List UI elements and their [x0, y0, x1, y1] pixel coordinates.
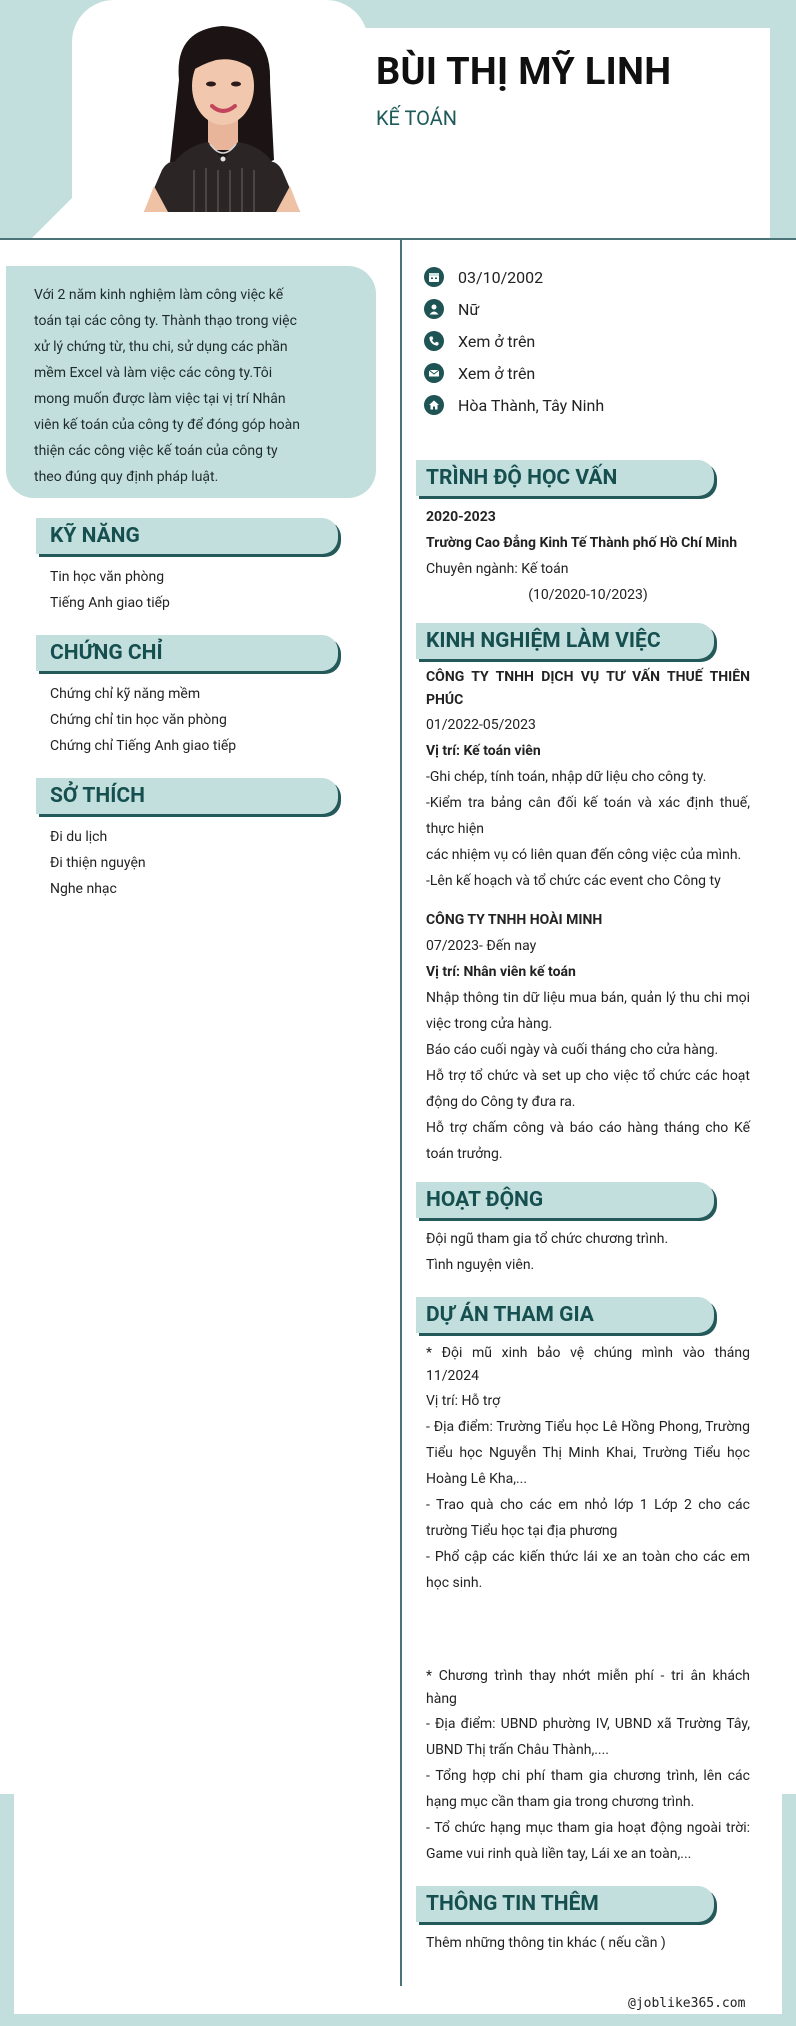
project-line: - Tổ chức hạng mục tham gia hoạt động ngoài trời: Game vui rinh quà liền tay, Lái xe an toàn,... [426, 1820, 750, 1862]
list-item: Chứng chỉ Tiếng Anh giao tiếp [50, 738, 237, 754]
header-divider [0, 238, 796, 240]
job-line: Báo cáo cuối ngày và cuối tháng cho cửa hàng. [426, 1042, 719, 1058]
section-certificates-header [36, 635, 338, 671]
footer-right-border [782, 1794, 796, 2026]
section-title: CHỨNG CHỈ [50, 641, 163, 665]
watermark: @joblike365.com [628, 1996, 746, 2011]
education-period: (10/2020-10/2023) [528, 587, 648, 603]
list-item: Đi thiện nguyện [50, 855, 146, 871]
project-line: - Địa điểm: Trường Tiểu học Lê Hồng Phong, Trường Tiểu học Nguyễn Thị Minh Khai, Trường Tiểu học Hoàng Lê Kha,... [426, 1419, 750, 1487]
summary-text: Với 2 năm kinh nghiệm làm công việc kế toán tại các công ty. Thành thạo trong việc xử lý chứng từ, thu chi, sử dụng các phần mềm Excel và làm việc các công ty.Tôi mong muốn được làm việc tại vị trí Nhân viên kế toán của công ty để đóng góp hoàn thiện các công việc kế toán của công ty theo đúng quy định pháp luật. [34, 287, 301, 485]
email-value: Xem ở trên [458, 363, 536, 383]
education-major: Chuyên ngành: Kế toán [426, 561, 569, 577]
project-2 [426, 1665, 750, 1867]
gender-value: Nữ [458, 299, 480, 319]
project-line: - Phổ cập các kiến thức lái xe an toàn cho các em học sinh. [426, 1549, 750, 1591]
job-line: -Kiểm tra bảng cân đối kế toán và xác định thuế, thực hiện [426, 795, 750, 837]
job-line: -Lên kế hoạch và tổ chức các event cho Công ty [426, 873, 721, 889]
extra-text: Thêm những thông tin khác ( nếu cần ) [426, 1935, 666, 1951]
section-title: TRÌNH ĐỘ HỌC VẤN [426, 466, 618, 490]
education-block [426, 504, 750, 608]
section-hobbies-header [36, 778, 338, 814]
project-line: * Chương trình thay nhớt miễn phí - tri ân khách hàng [426, 1668, 750, 1707]
section-title: THÔNG TIN THÊM [426, 1892, 599, 1916]
project-line: * Đội mũ xinh bảo vệ chúng mình vào tháng 11/2024 [426, 1345, 750, 1384]
company-name: CÔNG TY TNHH DỊCH VỤ TƯ VẤN THUẾ THIÊN PHÚC [426, 669, 750, 708]
education-years: 2020-2023 [426, 509, 496, 525]
contact-phone [424, 330, 535, 352]
list-item: Đi du lịch [50, 829, 108, 845]
header-notch [30, 196, 74, 240]
project-line: Vị trí: Hỗ trợ [426, 1393, 501, 1409]
section-title: SỞ THÍCH [50, 784, 145, 808]
job-line: Hỗ trợ chấm công và báo cáo hàng tháng cho Kế toán trưởng. [426, 1120, 750, 1162]
list-item: Tiếng Anh giao tiếp [50, 595, 170, 611]
job-position: Vị trí: Nhân viên kế toán [426, 964, 576, 980]
candidate-name: BÙI THỊ MỸ LINH [376, 50, 672, 94]
section-projects-header [416, 1297, 714, 1333]
extra-info [426, 1930, 750, 1956]
job-period: 01/2022-05/2023 [426, 717, 536, 733]
education-school: Trường Cao Đẳng Kinh Tế Thành phố Hồ Chí Minh [426, 535, 738, 551]
list-item: Chứng chỉ kỹ năng mềm [50, 686, 201, 702]
column-divider [400, 240, 402, 1986]
contact-birthday [424, 266, 543, 288]
skills-list [50, 564, 170, 616]
project-line: - Tổng hợp chi phí tham gia chương trình, lên các hạng mục cần tham gia trong chương trình. [426, 1768, 750, 1810]
company-name: CÔNG TY TNHH HOÀI MINH [426, 912, 603, 928]
hobbies-list [50, 824, 146, 902]
phone-value: Xem ở trên [458, 331, 536, 351]
project-line: - Địa điểm: UBND phường IV, UBND xã Trường Tây, UBND Thị trấn Châu Thành,.... [426, 1716, 750, 1758]
contact-gender [424, 298, 479, 320]
list-item: Chứng chỉ tin học văn phòng [50, 712, 227, 728]
mail-icon [424, 363, 444, 383]
activities-list [426, 1226, 750, 1278]
list-item: Nghe nhạc [50, 881, 117, 897]
phone-icon [424, 331, 444, 351]
certificates-list [50, 681, 236, 759]
project-line: - Trao quà cho các em nhỏ lớp 1 Lớp 2 cho các trường Tiểu học tại địa phương [426, 1497, 750, 1539]
experience-job-2 [426, 907, 750, 1167]
calendar-icon [424, 267, 444, 287]
section-extra-header [416, 1886, 714, 1922]
list-item: Tin học văn phòng [50, 569, 165, 585]
section-title: KINH NGHIỆM LÀM VIỆC [426, 629, 661, 653]
section-experience-header [416, 623, 714, 659]
job-position: Vị trí: Kế toán viên [426, 743, 541, 759]
experience-job-1 [426, 666, 750, 894]
section-title: DỰ ÁN THAM GIA [426, 1303, 594, 1327]
list-item: Tình nguyện viên. [426, 1257, 535, 1273]
address-value: Hòa Thành, Tây Ninh [458, 395, 605, 415]
footer-left-border [0, 1794, 14, 2026]
contact-email [424, 362, 535, 384]
job-period: 07/2023- Đến nay [426, 938, 537, 954]
job-line: -Ghi chép, tính toán, nhập dữ liệu cho công ty. [426, 769, 707, 785]
section-activities-header [416, 1182, 714, 1218]
list-item: Đội ngũ tham gia tổ chức chương trình. [426, 1231, 669, 1247]
section-skills-header [36, 518, 338, 554]
project-1 [426, 1342, 750, 1596]
contact-address [424, 394, 604, 416]
user-icon [424, 299, 444, 319]
job-line: Hỗ trợ tổ chức và set up cho việc tổ chức các hoạt động do Công ty đưa ra. [426, 1068, 750, 1110]
home-icon [424, 395, 444, 415]
job-line: Nhập thông tin dữ liệu mua bán, quản lý thu chi mọi việc trong cửa hàng. [426, 990, 750, 1032]
job-line: các nhiệm vụ có liên quan đến công việc của mình. [426, 847, 742, 863]
job-title: KẾ TOÁN [376, 106, 458, 130]
birthday-value: 03/10/2002 [458, 267, 544, 287]
footer-bottom-border [0, 2014, 796, 2026]
section-title: KỸ NĂNG [50, 524, 140, 548]
profile-photo [124, 20, 318, 212]
section-education-header [416, 460, 714, 496]
section-title: HOẠT ĐỘNG [426, 1188, 544, 1212]
